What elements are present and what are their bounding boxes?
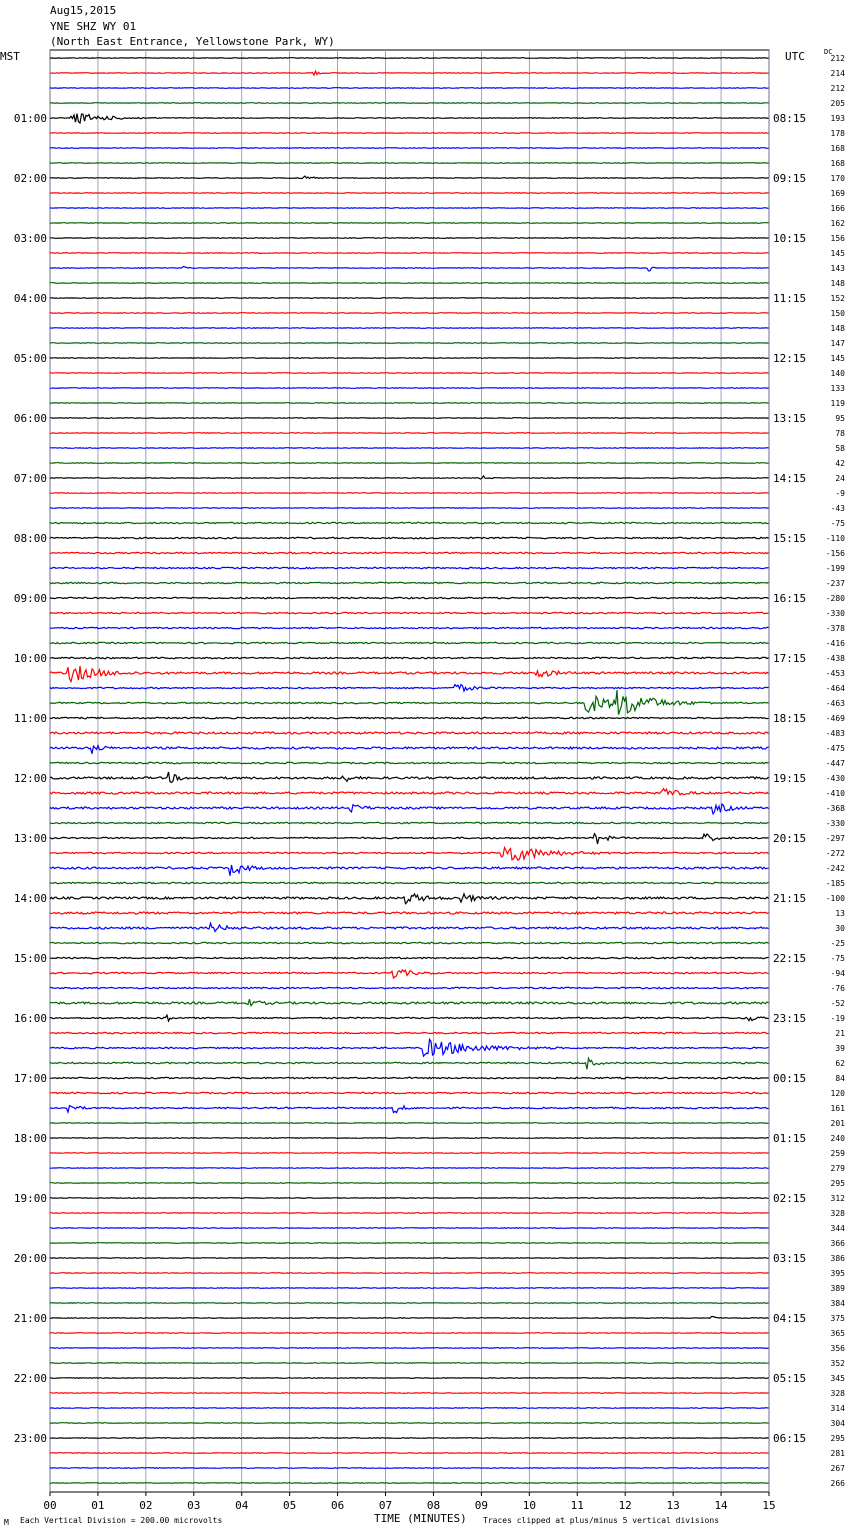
dc-offset-label: 148 (830, 324, 845, 333)
mst-hour-label: 01:00 (13, 112, 47, 125)
seismic-trace (50, 71, 769, 75)
utc-hour-label: 13:15 (773, 412, 807, 425)
seismic-trace (50, 690, 769, 715)
seismic-trace (50, 1183, 769, 1184)
seismic-trace (50, 298, 769, 299)
utc-hour-label: 04:15 (773, 1312, 807, 1325)
seismic-trace (50, 942, 769, 943)
seismic-trace (50, 627, 769, 628)
dc-offset-label: 119 (830, 399, 845, 408)
mst-hour-label: 16:00 (13, 1012, 47, 1025)
x-tick-label: 12 (618, 1499, 632, 1512)
seismic-trace (50, 238, 769, 239)
utc-hour-label: 14:15 (773, 472, 807, 485)
dc-offset-label: 148 (830, 279, 845, 288)
dc-offset-label: 314 (830, 1404, 845, 1413)
dc-offset-label: -43 (830, 504, 845, 513)
utc-hour-label: 02:15 (773, 1192, 807, 1205)
dc-offset-label: 365 (830, 1329, 845, 1338)
utc-hour-label: 23:15 (773, 1012, 807, 1025)
seismic-trace (50, 493, 769, 494)
dc-offset-label: 212 (830, 54, 845, 63)
dc-offset-label: -410 (825, 789, 845, 798)
dc-offset-label: 328 (830, 1209, 845, 1218)
utc-hour-label: 09:15 (773, 172, 807, 185)
left-zone-label: MST (0, 50, 20, 63)
dc-offset-label: 295 (830, 1434, 845, 1443)
dc-offset-label: 30 (835, 924, 845, 933)
mst-hour-label: 03:00 (13, 232, 47, 245)
mst-hour-label: 04:00 (13, 292, 47, 305)
dc-offset-label: -110 (825, 534, 845, 543)
seismic-trace (50, 1032, 769, 1033)
dc-offset-label: -19 (830, 1014, 845, 1023)
seismic-trace (50, 1288, 769, 1289)
dc-offset-label: 266 (830, 1479, 845, 1488)
seismic-trace (50, 476, 769, 479)
dc-offset-label: 62 (835, 1059, 845, 1068)
x-tick-label: 09 (474, 1499, 489, 1512)
seismic-trace (50, 746, 769, 754)
mst-hour-label: 20:00 (13, 1252, 47, 1265)
mst-hour-label: 18:00 (13, 1132, 47, 1145)
dc-offset-label: -430 (825, 774, 845, 783)
seismic-trace (50, 822, 769, 823)
seismic-trace (50, 1363, 769, 1364)
seismic-trace (50, 148, 769, 149)
dc-offset-label: 344 (830, 1224, 845, 1233)
dc-offset-label: -75 (830, 519, 845, 528)
seismic-trace (50, 313, 769, 314)
clip-note: Traces clipped at plus/minus 5 vertical divisions (483, 1516, 720, 1525)
seismic-trace (50, 1092, 769, 1093)
dc-offset-label: 312 (830, 1194, 845, 1203)
dc-offset-label: -156 (825, 549, 845, 558)
seismic-trace (50, 1243, 769, 1244)
seismic-trace (50, 418, 769, 419)
seismic-trace (50, 433, 769, 434)
seismic-trace (50, 685, 769, 691)
dc-offset-label: 240 (830, 1134, 845, 1143)
seismic-trace (50, 552, 769, 553)
seismic-trace (50, 253, 769, 254)
x-tick-label: 04 (235, 1499, 249, 1512)
x-tick-label: 06 (330, 1499, 345, 1512)
seismic-trace (50, 1438, 769, 1439)
dc-offset-label: 395 (830, 1269, 845, 1278)
dc-offset-label: 281 (830, 1449, 845, 1458)
dc-offset-label: -464 (825, 684, 845, 693)
dc-offset-label: -416 (825, 639, 845, 648)
dc-offset-label: 352 (830, 1359, 845, 1368)
seismic-trace (50, 1303, 769, 1304)
dc-offset-label: -272 (825, 849, 845, 858)
dc-offset-label: -94 (830, 969, 845, 978)
seismic-trace (50, 1213, 769, 1214)
dc-header-label: DC (824, 48, 833, 56)
seismic-trace (50, 1423, 769, 1424)
seismic-trace (50, 848, 769, 861)
x-tick-label: 08 (426, 1499, 441, 1512)
footer-mark: M (4, 1518, 9, 1527)
seismic-trace (50, 1058, 769, 1069)
x-axis-label: TIME (MINUTES) (374, 1512, 467, 1525)
dc-offset-label: -75 (830, 954, 845, 963)
seismic-trace (50, 834, 769, 844)
seismic-trace (50, 88, 769, 89)
seismic-trace (50, 1333, 769, 1334)
dc-offset-label: 150 (830, 309, 845, 318)
dc-offset-label: 84 (835, 1074, 845, 1083)
mst-hour-label: 11:00 (13, 712, 47, 725)
dc-offset-label: -475 (825, 744, 845, 753)
seismic-trace (50, 894, 769, 904)
x-tick-label: 05 (283, 1499, 297, 1512)
utc-hour-label: 00:15 (773, 1072, 807, 1085)
dc-offset-label: -330 (825, 609, 845, 618)
dc-offset-label: -280 (825, 594, 845, 603)
seismic-trace (50, 266, 769, 271)
dc-offset-label: 193 (830, 114, 845, 123)
seismic-trace (50, 1228, 769, 1229)
seismic-trace (50, 1015, 769, 1021)
dc-offset-label: -368 (825, 804, 845, 813)
mst-hour-label: 07:00 (13, 472, 47, 485)
mst-hour-label: 06:00 (13, 412, 47, 425)
dc-offset-label: 120 (830, 1089, 845, 1098)
utc-hour-label: 05:15 (773, 1372, 807, 1385)
seismic-trace (50, 373, 769, 374)
seismic-trace (50, 388, 769, 389)
utc-hour-label: 18:15 (773, 712, 807, 725)
utc-hour-label: 11:15 (773, 292, 807, 305)
dc-offset-label: 147 (830, 339, 845, 348)
dc-offset-label: 152 (830, 294, 845, 303)
dc-offset-label: 78 (835, 429, 845, 438)
dc-offset-label: -9 (835, 489, 845, 498)
dc-offset-label: 201 (830, 1119, 845, 1128)
utc-hour-label: 19:15 (773, 772, 807, 785)
seismic-trace (50, 1317, 769, 1319)
seismic-trace (50, 403, 769, 404)
seismic-trace (50, 999, 769, 1006)
utc-hour-label: 17:15 (773, 652, 807, 665)
utc-hour-label: 10:15 (773, 232, 807, 245)
dc-offset-label: -52 (830, 999, 845, 1008)
seismic-trace (50, 508, 769, 509)
dc-offset-label: -378 (825, 624, 845, 633)
seismic-trace (50, 176, 769, 179)
dc-offset-label: 161 (830, 1104, 845, 1113)
x-tick-label: 01 (91, 1499, 105, 1512)
seismic-trace (50, 1483, 769, 1484)
seismic-trace (50, 642, 769, 643)
mst-hour-label: 22:00 (13, 1372, 47, 1385)
mst-hour-label: 21:00 (13, 1312, 47, 1325)
mst-hour-label: 13:00 (13, 832, 47, 845)
x-tick-label: 13 (666, 1499, 680, 1512)
seismic-trace (50, 114, 769, 123)
seismic-trace (50, 762, 769, 763)
seismic-trace (50, 772, 769, 782)
mst-hour-label: 08:00 (13, 532, 47, 545)
chart-location: (North East Entrance, Yellowstone Park, WY) (50, 35, 335, 48)
dc-offset-label: 356 (830, 1344, 845, 1353)
dc-offset-label: 156 (830, 234, 845, 243)
seismic-trace (50, 1273, 769, 1274)
x-tick-label: 07 (378, 1499, 393, 1512)
dc-offset-label: -453 (825, 669, 845, 678)
dc-offset-label: -199 (825, 564, 845, 573)
seismic-trace (50, 789, 769, 795)
x-tick-label: 00 (43, 1499, 57, 1512)
mst-hour-label: 05:00 (13, 352, 47, 365)
seismic-trace (50, 1258, 769, 1259)
x-tick-label: 14 (714, 1499, 728, 1512)
chart-date: Aug15,2015 (50, 4, 117, 17)
utc-hour-label: 03:15 (773, 1252, 807, 1265)
seismic-trace (50, 970, 769, 978)
utc-hour-label: 12:15 (773, 352, 807, 365)
seismic-trace (50, 163, 769, 164)
x-tick-label: 11 (570, 1499, 584, 1512)
seismic-trace (50, 223, 769, 224)
seismic-trace (50, 1153, 769, 1154)
dc-offset-label: -25 (830, 939, 845, 948)
x-tick-label: 03 (187, 1499, 201, 1512)
mst-hour-label: 09:00 (13, 592, 47, 605)
dc-offset-label: 345 (830, 1374, 845, 1383)
dc-offset-label: 24 (835, 474, 845, 483)
dc-offset-label: 366 (830, 1239, 845, 1248)
seismic-trace (50, 865, 769, 876)
dc-offset-label: 166 (830, 204, 845, 213)
dc-offset-label: -483 (825, 729, 845, 738)
seismic-trace (50, 804, 769, 814)
seismic-trace (50, 1039, 769, 1056)
utc-hour-label: 08:15 (773, 112, 807, 125)
seismic-trace (50, 58, 769, 59)
dc-offset-label: -76 (830, 984, 845, 993)
seismic-trace (50, 666, 769, 682)
seismic-trace (50, 987, 769, 988)
mst-hour-label: 10:00 (13, 652, 47, 665)
dc-offset-label: -100 (825, 894, 845, 903)
seismic-trace (50, 923, 769, 931)
utc-hour-label: 01:15 (773, 1132, 807, 1145)
seismic-trace (50, 1077, 769, 1078)
seismic-trace (50, 1123, 769, 1124)
seismic-trace (50, 328, 769, 329)
utc-hour-label: 06:15 (773, 1432, 807, 1445)
seismic-trace (50, 567, 769, 568)
seismic-trace (50, 1378, 769, 1379)
utc-hour-label: 20:15 (773, 832, 807, 845)
dc-offset-label: 168 (830, 159, 845, 168)
seismic-trace (50, 1453, 769, 1454)
mst-hour-label: 17:00 (13, 1072, 47, 1085)
dc-offset-label: -297 (825, 834, 845, 843)
seismic-trace (50, 1408, 769, 1409)
dc-offset-label: 162 (830, 219, 845, 228)
dc-offset-label: 21 (835, 1029, 845, 1038)
seismic-trace (50, 208, 769, 209)
seismic-trace (50, 732, 769, 734)
seismic-trace (50, 343, 769, 344)
seismic-trace (50, 358, 769, 359)
dc-offset-label: -242 (825, 864, 845, 873)
dc-offset-label: 39 (835, 1044, 845, 1053)
seismic-trace (50, 283, 769, 284)
utc-hour-label: 21:15 (773, 892, 807, 905)
dc-offset-label: 168 (830, 144, 845, 153)
dc-offset-label: -463 (825, 699, 845, 708)
seismic-trace (50, 537, 769, 538)
mst-hour-label: 12:00 (13, 772, 47, 785)
seismic-trace (50, 957, 769, 958)
dc-offset-label: 95 (835, 414, 845, 423)
seismic-trace (50, 657, 769, 658)
x-tick-label: 15 (762, 1499, 776, 1512)
dc-offset-label: 375 (830, 1314, 845, 1323)
dc-offset-label: 384 (830, 1299, 845, 1308)
dc-offset-label: 13 (835, 909, 845, 918)
dc-offset-label: 58 (835, 444, 845, 453)
dc-offset-label: 386 (830, 1254, 845, 1263)
mst-hour-label: 14:00 (13, 892, 47, 905)
dc-offset-label: 295 (830, 1179, 845, 1188)
dc-offset-label: -237 (825, 579, 845, 588)
seismic-trace (50, 448, 769, 449)
mst-hour-label: 02:00 (13, 172, 47, 185)
seismic-trace (50, 522, 769, 523)
dc-offset-label: -185 (825, 879, 845, 888)
dc-offset-label: 133 (830, 384, 845, 393)
dc-offset-label: -447 (825, 759, 845, 768)
chart-station: YNE SHZ WY 01 (50, 20, 137, 33)
seismic-trace (50, 1348, 769, 1349)
seismic-trace (50, 1106, 769, 1113)
seismic-trace (50, 133, 769, 134)
seismic-trace (50, 463, 769, 464)
seismic-trace (50, 193, 769, 194)
utc-hour-label: 16:15 (773, 592, 807, 605)
dc-offset-label: 212 (830, 84, 845, 93)
mst-hour-label: 19:00 (13, 1192, 47, 1205)
dc-offset-label: -469 (825, 714, 845, 723)
dc-offset-label: -438 (825, 654, 845, 663)
scale-note: Each Vertical Division = 200.00 microvolts (20, 1516, 223, 1525)
seismic-trace (50, 912, 769, 914)
dc-offset-label: -330 (825, 819, 845, 828)
seismic-trace (50, 103, 769, 104)
seismic-trace (50, 882, 769, 883)
seismic-trace (50, 717, 769, 718)
utc-hour-label: 15:15 (773, 532, 807, 545)
dc-offset-label: 145 (830, 249, 845, 258)
dc-offset-label: 143 (830, 264, 845, 273)
mst-hour-label: 15:00 (13, 952, 47, 965)
seismic-trace (50, 612, 769, 613)
dc-offset-label: 178 (830, 129, 845, 138)
seismic-trace (50, 1168, 769, 1169)
right-zone-label: UTC (785, 50, 805, 63)
dc-offset-label: 205 (830, 99, 845, 108)
dc-offset-label: 145 (830, 354, 845, 363)
plot-frame (50, 50, 769, 1492)
seismic-trace (50, 1138, 769, 1139)
dc-offset-label: 42 (835, 459, 845, 468)
dc-offset-label: 328 (830, 1389, 845, 1398)
dc-offset-label: 169 (830, 189, 845, 198)
dc-offset-label: 267 (830, 1464, 845, 1473)
dc-offset-label: 304 (830, 1419, 845, 1428)
seismic-trace (50, 1393, 769, 1394)
x-tick-label: 10 (522, 1499, 536, 1512)
seismic-trace (50, 1198, 769, 1199)
seismic-trace (50, 1468, 769, 1469)
dc-offset-label: 170 (830, 174, 845, 183)
x-tick-label: 02 (139, 1499, 153, 1512)
dc-offset-label: 140 (830, 369, 845, 378)
utc-hour-label: 22:15 (773, 952, 807, 965)
dc-offset-label: 214 (830, 69, 845, 78)
dc-offset-label: 389 (830, 1284, 845, 1293)
dc-offset-label: 259 (830, 1149, 845, 1158)
mst-hour-label: 23:00 (13, 1432, 47, 1445)
dc-offset-label: 279 (830, 1164, 845, 1173)
seismic-trace (50, 582, 769, 583)
seismic-trace (50, 597, 769, 598)
